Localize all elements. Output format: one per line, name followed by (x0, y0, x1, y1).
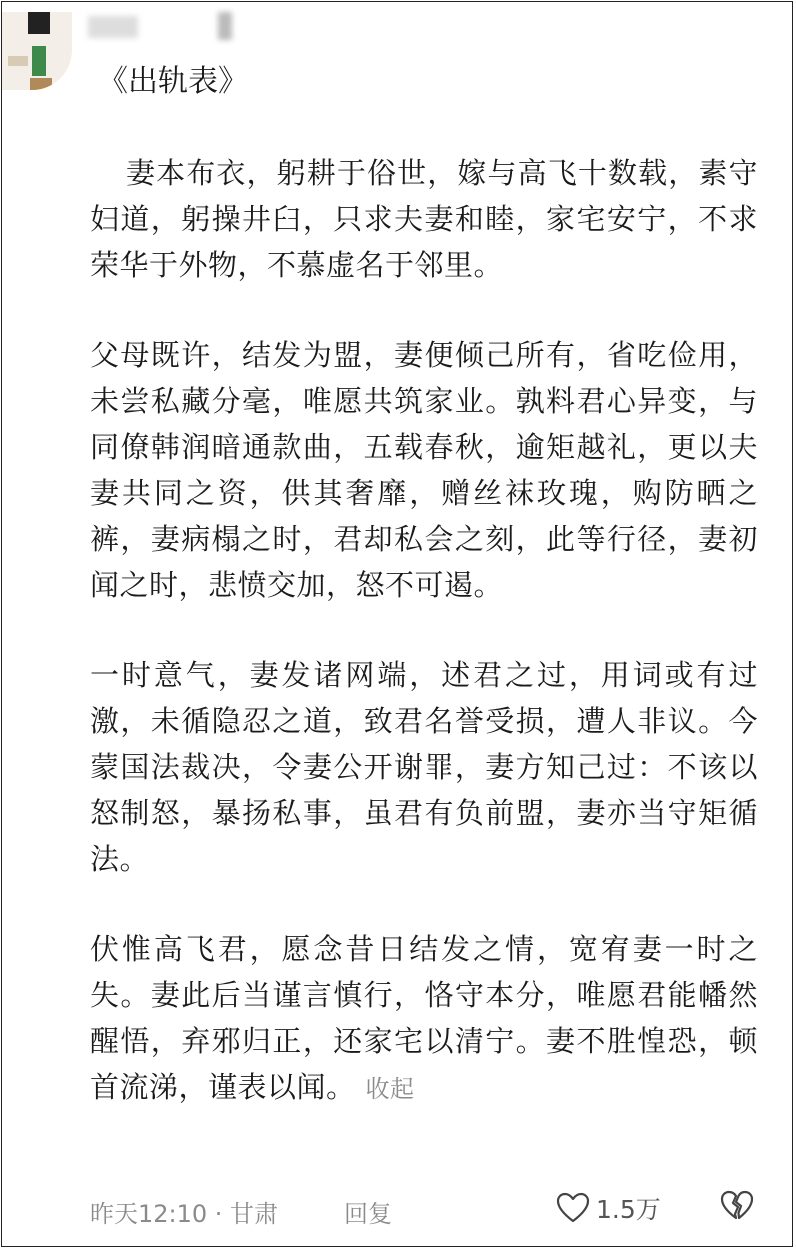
paragraph: 父母既许，结发为盟，妻便倾己所有，省吃俭用，未尝私藏分毫，唯愿共筑家业。孰料君心异变，与同僚韩润暗通款曲，五载春秋，逾矩越礼，更以夫妻共同之资，供其奢靡，赠丝袜玫瑰，购防晒之裤，妻病榻之时，君却私会之刻，此等行径，妻初闻之时，悲愤交加，怒不可遏。 (90, 338, 758, 602)
post-content (90, 150, 758, 1112)
paragraph: 妻本布衣，躬耕于俗世，嫁与高飞十数载，素守妇道，躬操井臼，只求夫妻和睦，家宅安宁，不求荣华于外物，不慕虚名于邻里。 (90, 156, 758, 282)
heart-outline-icon (556, 1192, 590, 1224)
reply-button[interactable]: 回复 (344, 1200, 392, 1228)
dislike-button[interactable] (720, 1190, 754, 1228)
comment-footer (90, 1190, 756, 1230)
username-blurred[interactable] (88, 10, 248, 40)
paragraph: 伏惟高飞君，愿念昔日结发之情，宽宥妻一时之失。妻此后当谨言慎行，恪守本分，唯愿君能幡然醒悟，弃邪归正，还家宅以清宁。妻不胜惶恐，顿首流涕，谨表以闻。 收起 (90, 932, 758, 1104)
post-title: 《出轨表》 (98, 64, 248, 99)
collapse-button[interactable]: 收起 (365, 1075, 415, 1103)
paragraph: 一时意气，妻发诸网端，述君之过，用词或有过激，未循隐忍之道，致君名誉受损，遭人非议。今蒙国法裁决，令妻公开谢罪，妻方知己过：不该以怒制怒，暴扬私事，虽君有负前盟，妻亦当守矩循法。 (90, 658, 758, 876)
like-count: 1.5万 (596, 1195, 661, 1224)
like-button[interactable] (556, 1190, 661, 1226)
broken-heart-icon (720, 1190, 754, 1222)
time-location: 昨天12:10 · 甘肃 (90, 1200, 279, 1228)
